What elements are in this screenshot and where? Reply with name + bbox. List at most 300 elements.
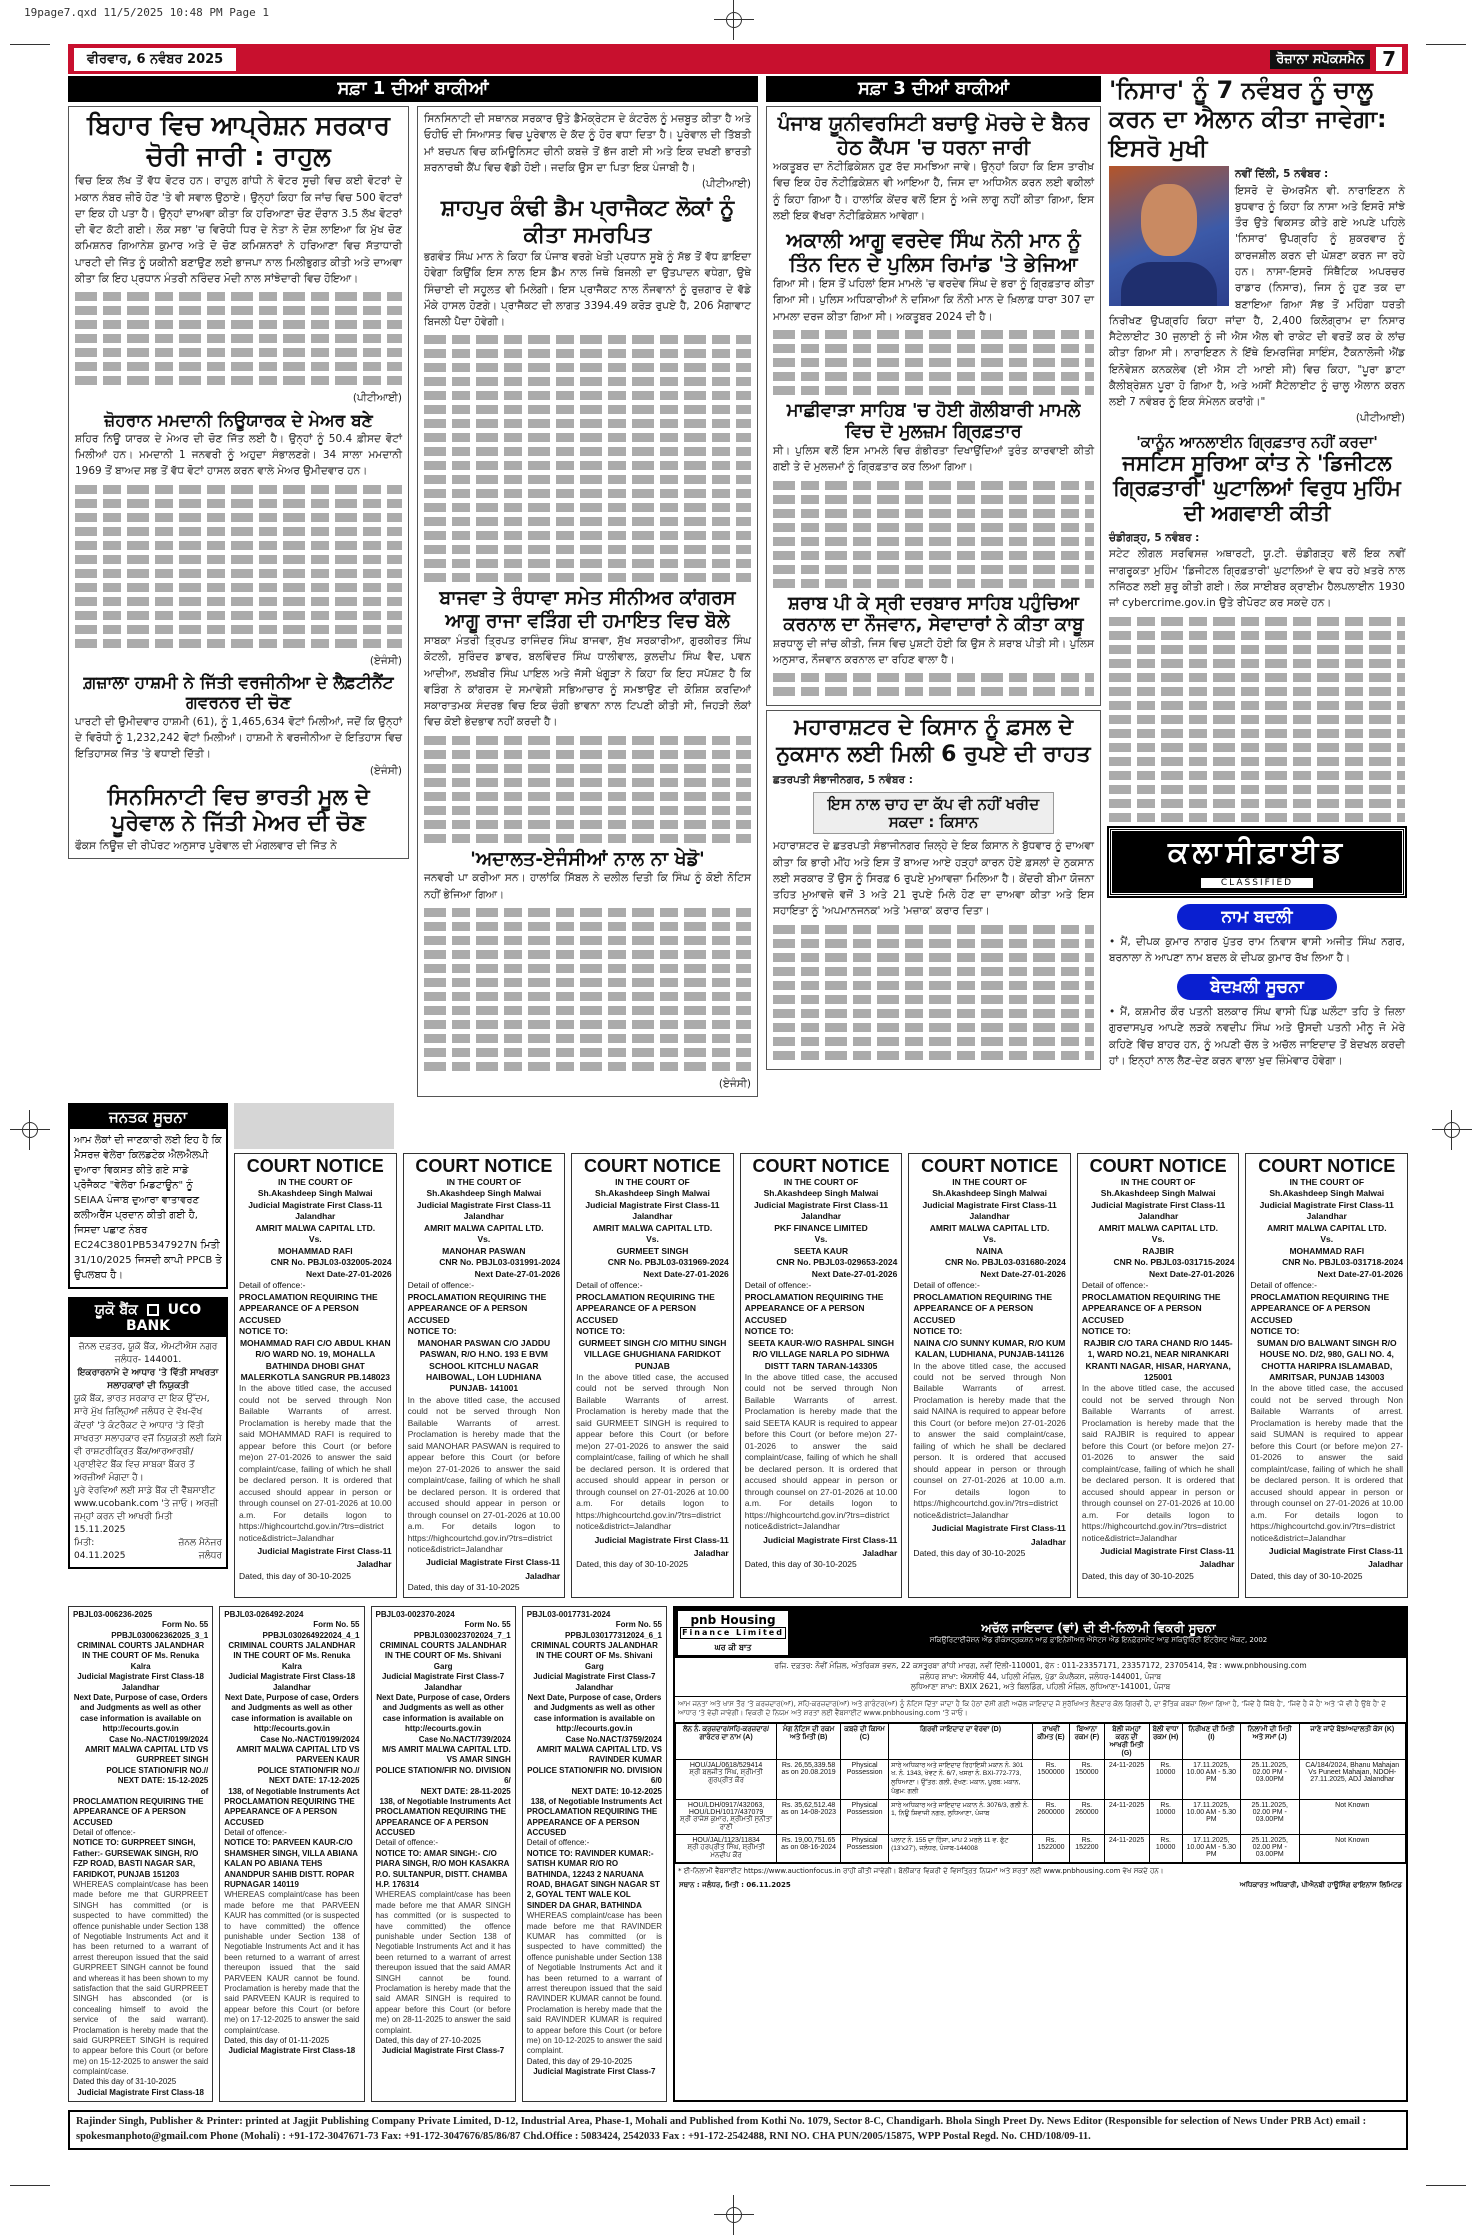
pnb-title: ਅਚੱਲ ਜਾਇਦਾਦ (ਵਾਂ) ਦੀ ਈ-ਨਿਲਾਮੀ ਵਿਕਰੀ ਸੂਚਨਾ	[981, 1620, 1216, 1635]
notice-body: In the above titled case, the accused could not be served through Non Bailable Warrants of arrest. Proclamation is hereby made that the said NAINA is required to appear before this Court (or before me)on 27-01-2026 to answer the said complaint/case, failing of which he shall be declared person. It is ordered that accused should appear in person or through counsel on 27-01-2026 at 10.00 a.m. For details logon to https://highcourtchd.gov.in/?trs=district notice&district=Jalandhar	[913, 1360, 1066, 1520]
notice-to-label: NOTICE TO:	[744, 1326, 794, 1337]
uco-address: ਜ਼ੋਨਲ ਦਫ਼ਤਰ, ਯੂਕੋ ਬੈਂਕ, ਐਮਟੀਐਸ ਨਗਰ ਜਲੰਧਰ- 144001.	[78, 1342, 218, 1366]
criminal-notice	[68, 1606, 213, 2102]
notice-to: GURMEET SINGH C/O MITHU SINGH VILLAGE GHUGHIANA FARIDKOT PUNJAB	[578, 1337, 727, 1371]
court-notice-list	[234, 1153, 1408, 1598]
court-place: Jalandhar	[121, 1682, 160, 1692]
newspaper-page	[68, 44, 1408, 2150]
article-body: ਸ਼ਰਧਾਲੂ ਦੀ ਜਾਂਚ ਕੀਤੀ, ਜਿਸ ਵਿਚ ਪੁਸ਼ਟੀ ਹੋਈ ਕਿ ਉਸ ਨੇ ਸ਼ਰਾਬ ਪੀਤੀ ਸੀ। ਪੁਲਿਸ ਅਨੁਸਾਰ, ਨੌਜਵਾਨ ਕਰਨਾਲ ਦਾ ਰਹਿਣ ਵਾਲਾ ਹੈ।	[773, 637, 1094, 667]
pnb-logo	[678, 1611, 788, 1655]
form-no: Form No. 55 PPBJL030023702024_7_1	[413, 1620, 511, 1640]
notice-title: COURT NOTICE	[415, 1156, 553, 1177]
encumbrance-cell: Not Known	[1299, 1834, 1405, 1862]
court-notice	[740, 1153, 903, 1598]
article-body: ਅਕਤੂਬਰ ਦਾ ਨੋਟੀਫ਼ਿਕੇਸ਼ਨ ਹੁਣ ਰੱਦ ਸਮਝਿਆ ਜਾਵੇ। ਉਨ੍ਹਾਂ ਕਿਹਾ ਕਿ ਇਸ ਤਾਰੀਖ਼ ਵਿਚ ਇਕ ਹੋਰ ਨੋਟੀਫ਼ਿਕੇਸ਼ਨ ਵੀ ਆਇਆ ਹੈ, ਜਿਸ ਦਾ ਅਧਿਐਨ ਕਰਨ ਲਈ ਵਕੀਲਾਂ ਨੂੰ ਕਿਹਾ ਗਿਆ ਹੈ। ਹਾਲਾਂਕਿ ਕੇਂਦਰ ਵਲੋਂ ਇਸ ਨੂੰ ਅਜੇ ਲਾਗੂ ਨਹੀਂ ਕੀਤਾ ਗਿਆ, ਇਸ ਲਈ ਇਕ ਵੱਖਰਾ ਨੋਟੀਫ਼ਿਕੇਸ਼ਨ ਆਵੇਗਾ।	[773, 161, 1094, 222]
sign-place: Jaladhar	[1030, 1536, 1066, 1547]
table-header: ਬਿਆਨਾ ਰਕਮ (F)	[1070, 1723, 1105, 1759]
headline: ਮਾਛੀਵਾੜਾ ਸਾਹਿਬ 'ਚ ਹੋਈ ਗੋਲੀਬਾਰੀ ਮਾਮਲੇ ਵਿਚ ਦੋ ਮੁਲਜ਼ਮ ਗ੍ਰਿਫ਼ਤਾਰ	[786, 399, 1081, 443]
defendant: MOHAMMAD RAFI	[1289, 1245, 1365, 1256]
article-body: ਪਾਰਟੀ ਦੀ ਉਮੀਦਵਾਰ ਹਾਸ਼ਮੀ (61), ਨੂੰ 1,465,634 ਵੋਟਾਂ ਮਿਲੀਆਂ, ਜਦੋਂ ਕਿ ਉਨ੍ਹਾਂ ਦੇ ਵਿਰੋਧੀ ਨੂੰ 1,232,242 ਵੋਟਾਂ ਮਿਲੀਆਂ। ਹਾਸ਼ਮੀ ਨੇ ਵਰਜੀਨੀਆ ਦੇ ਇਤਿਹਾਸ ਵਿਚ ਇਤਿਹਾਸਕ ਜਿੱਤ 'ਤੇ ਵਧਾਈ ਦਿੱਤੀ।	[75, 715, 402, 761]
trim-mark	[10, 2185, 50, 2186]
notice-to: MOHAMMAD RAFI C/O ABDUL KHAN R/O WARD NO. 19, MOHALLA BATHINDA DHOBI GHAT MALERKOTLA SANGRUR PB.148023	[239, 1337, 391, 1382]
table-row	[676, 1834, 1406, 1862]
right-column	[1109, 76, 1405, 1097]
form-no: Form No. 55 PPBJL030177312024_6_1	[565, 1620, 662, 1640]
offence: PROCLAMATION REQUIRING THE APPEARANCE OF A PERSON ACCUSED	[913, 1291, 1052, 1325]
inspection-cell: 17.11.2025, 10.00 AM - 5.30 PM	[1182, 1834, 1240, 1862]
notice-to: NOTICE TO: GURPREET SINGH, Father:- GURSEWAK SINGH, R/O FZP ROAD, BASTI NAGAR SAR, FARIDKOT, PUNJAB 151203	[73, 1838, 199, 1879]
uco-bank-ad	[68, 1297, 228, 1569]
dated: Dated, this day of 01-11-2025	[224, 2035, 330, 2045]
signatory: Judicial Magistrate First Class-18	[228, 2046, 356, 2056]
property-cell: ਪਲਾਟ ਨੰ. 155 ਦਾ ਹਿੱਸਾ, ਮਾਪ 2 ਮਰਲੇ 11 ਵ. ਫੁੱਟ (13'x27'), ਜਲੰਧਰ, ਪੰਜਾਬ-144008	[889, 1834, 1033, 1862]
cnr-number: CNR No. PBJL03-031991-2024	[439, 1257, 561, 1268]
parties: AMRIT MALWA CAPITAL LTD. VS RAVINDER KUMAR	[536, 1744, 662, 1765]
dateline: ਨਵੀਂ ਦਿੱਲੀ, 5 ਨਵੰਬਰ :	[1235, 168, 1329, 181]
headline: ਸ਼ਾਹਪੁਰ ਕੰਢੀ ਡੈਮ ਪ੍ਰਾਜੈਕਟ ਲੋਕਾਂ ਨੂੰ ਕੀਤਾ ਸਮਰਪਿਤ	[440, 196, 735, 248]
defendant: MOHAMMAD RAFI	[277, 1245, 353, 1256]
credit: (ਏਜੰਸੀ)	[369, 654, 402, 667]
classified-title: ਕਲਾਸੀਫ਼ਾਈਡ	[1168, 834, 1346, 870]
court-label: IN THE COURT OF	[615, 1177, 690, 1188]
notice-body: WHEREAS complaint/case has been made before me that RAVINDER KUMAR has committed (or is suspected to have committed) the offence punishable under Section 138 of Negotiable Instruments Act and it has been returned to a warrant of arrest thereupon issued that the said RAVINDER KUMAR cannot be found. Proclamation is hereby made that the said RAVINDER KUMAR is required to appear before this Court (or before me) on 10-12-2025 to answer the said complaint.	[526, 1911, 662, 2056]
court-label: IN THE COURT OF	[952, 1177, 1027, 1188]
credit: (ਪੀਟੀਆਈ)	[352, 392, 402, 405]
article-body: ਸੀ। ਪੁਲਿਸ ਵਲੋਂ ਇਸ ਮਾਮਲੇ ਵਿਚ ਗੰਭੀਰਤਾ ਦਿਖਾਉਂਦਿਆਂ ਤੁਰੰਤ ਕਾਰਵਾਈ ਕੀਤੀ ਗਈ ਤੇ ਦੋ ਮੁਲਜ਼ਮਾਂ ਨੂੰ ਗ੍ਰਿਫ਼ਤਾਰ ਕਰ ਲਿਆ ਗਿਆ।	[773, 445, 1094, 474]
notice-title: COURT NOTICE	[1258, 1156, 1396, 1177]
uco-brand: UCO BANK	[125, 1302, 202, 1335]
designation: Judicial Magistrate First Class-11	[1259, 1199, 1394, 1210]
plaintiff: AMRIT MALWA CAPITAL LTD.	[592, 1222, 713, 1233]
cnr-number: CNR No. PBJL03-032005-2024	[270, 1257, 392, 1268]
notice-to: NOTICE TO: AMAR SINGH:- C/O PIARA SINGH, R/O MOH KASAKRA P.O. SULTANPUR, DISTT. CHAMBA H.P. 176314	[375, 1848, 510, 1890]
loan-number: HOU/LDH/0917/432063, HOU/LDH/1017/437079	[687, 1801, 765, 1816]
dated: Dated, this day of 30-10-2025	[576, 1559, 689, 1570]
plaintiff: AMRIT MALWA CAPITAL LTD.	[424, 1222, 544, 1233]
court-notice	[403, 1153, 566, 1598]
sign-place: Jaladhar	[862, 1548, 898, 1559]
next-date: Next Date-27-01-2026	[1148, 1268, 1235, 1279]
auction-cell: 25.11.2025, 02.00 PM - 03.00PM	[1240, 1759, 1299, 1799]
notice-title: COURT NOTICE	[246, 1156, 384, 1177]
cnr-number: CNR No. PBJL03-031718-2024	[1282, 1257, 1404, 1268]
offence-label: Detail of offence:-	[224, 1828, 287, 1838]
notice-title: COURT NOTICE	[921, 1156, 1059, 1177]
table-header: ਨਿਰੀਖਣ ਦੀ ਮਿਤੀ (I)	[1182, 1723, 1240, 1759]
police-station: POLICE STATION/FIR NO.//	[106, 1765, 209, 1775]
table-header: ਕਬਜ਼ੇ ਦੀ ਕਿਸਮ (C)	[841, 1723, 889, 1759]
case-no: Case No.NACT/3759/2024	[565, 1734, 662, 1744]
notice-body: In the above titled case, the accused could not be served through Non Bailable Warrants of arrest. Proclamation is hereby made that the said SUMAN is required to appear before this Court (or before me)on 27-01-2026 to answer the said complaint/case, failing of which he shall be declared person. It is ordered that accused should appear in person or through counsel on 27-01-2026 at 10.00 a.m. For details logon to https://highcourtchd.gov.in/?trs=district notice&district=Jalandhar	[1250, 1383, 1404, 1543]
court-place: Jalandhar	[1138, 1211, 1179, 1222]
last-date-cell: 24-11-2025	[1104, 1799, 1149, 1834]
loan-number: HOU/JAL/1123/11834	[692, 1836, 760, 1844]
next-date: Next Date-27-01-2026	[811, 1268, 898, 1279]
court-notice	[1245, 1153, 1408, 1598]
inspection-cell: 17.11.2025, 10.00 AM - 5.30 PM	[1182, 1799, 1240, 1834]
notice-body: In the above titled case, the accused could not be served through Non Bailable Warrants of arrest. Proclamation is hereby made that the said MOHAMMAD RAFI is required to appear before this Court (or before me)on 27-01-2026 to answer the said complaint/case, failing of which he shall be declared person. It is ordered that accused should appear in person or through counsel on 27-01-2026 at 10.00 a.m. For details logon to https://highcourtchd.gov.in/?trs=district notice&district=Jalandhar	[239, 1383, 392, 1543]
offence-label: Detail of offence:-	[1250, 1280, 1317, 1291]
criminal-notice	[371, 1606, 516, 2102]
offence-label: Detail of offence:-	[1081, 1280, 1149, 1291]
offence-label: Detail of offence:-	[526, 1838, 590, 1848]
article-body: ਇਸਰੋ ਦੇ ਚੇਅਰਮੈਨ ਵੀ. ਨਾਰਾਇਣਨ ਨੇ ਬੁਧਵਾਰ ਨੂੰ ਕਿਹਾ ਕਿ ਨਾਸਾ ਅਤੇ ਇਸਰੋ ਸਾਂਝੇ ਤੌਰ ਉਤੇ ਵਿਕਸਤ ਕੀਤੇ ਗਏ ਅਪਣੇ ਪਹਿਲੇ 'ਨਿਸਾਰ' ਉਪਗ੍ਰਹਿ ਨੂੰ ਸ਼ੁਕਰਵਾਰ ਨੂੰ ਕਾਰਜਸ਼ੀਲ ਕਰਨ ਦੀ ਘੋਸ਼ਣਾ ਕਰਨ ਜਾ ਰਹੇ ਹਨ। ਨਾਸਾ-ਇਸਰੋ ਸਿੰਥੈਟਿਕ ਅਪਰਚਰ ਰਾਡਾਰ (ਨਿਸਾਰ), ਜਿਸ ਨੂੰ ਹੁਣ ਤਕ ਦਾ ਬਣਾਇਆ ਗਿਆ ਸੱਭ ਤੋਂ ਮਹਿੰਗਾ ਧਰਤੀ ਨਿਰੀਖਣ ਉਪਗ੍ਰਹਿ ਕਿਹਾ ਜਾਂਦਾ ਹੈ, 2,400 ਕਿਲੋਗ੍ਰਾਮ ਦਾ ਨਿਸਾਰ ਸੈਟੇਲਾਈਟ 30 ਜੁਲਾਈ ਨੂੰ ਜੀ ਐਸ ਐਲ ਵੀ ਰਾਕੇਟ ਦੀ ਵਰਤੋਂ ਕਰ ਕੇ ਲਾਂਚ ਕੀਤਾ ਗਿਆ ਸੀ। ਨਾਰਾਇਣਨ ਨੇ ਇੱਥੇ ਇਮਰਜਿੰਗ ਸਾਇੰਸ, ਟੈਕਨਾਲੋਜੀ ਐਂਡ ਇਨੋਵੇਸ਼ਨ ਕਨਕਲੇਵ (ਈ ਐਸ ਟੀ ਆਈ ਸੀ) ਵਿਚ ਕਿਹਾ, "ਪੂਰਾ ਡਾਟਾ ਕੈਲੀਬ੍ਰੇਸ਼ਨ ਪੂਰਾ ਹੋ ਗਿਆ ਹੈ, ਅਤੇ ਅਸੀਂ ਸੈਟੇਲਾਈਟ ਨੂੰ ਚਾਲੂ ਐਲਾਨ ਕਰਨ ਲਈ 7 ਨਵੰਬਰ ਨੂੰ ਇਕ ਸੰਮੇਲਨ ਕਰਾਂਗੇ।"	[1109, 184, 1405, 409]
encumbrance-cell: Not Known	[1299, 1799, 1405, 1834]
offence-label: Detail of offence:-	[73, 1828, 136, 1838]
signatory: Judicial Magistrate First Class-11	[257, 1546, 392, 1557]
parties: M/S AMRIT MALWA CAPITAL LTD. VS AMAR SINGH	[382, 1744, 511, 1765]
pull-quote-text: ਇਸ ਨਾਲ ਚਾਹ ਦਾ ਕੱਪ ਵੀ ਨਹੀਂ ਖਰੀਦ ਸਕਦਾ : ਕਿਸਾਨ	[827, 795, 1040, 832]
possession-cell: Physical Possession	[841, 1834, 889, 1862]
demand-cell: Rs. 35,62,512.48 as on 14-08-2023	[777, 1799, 841, 1834]
headline: ਜ਼ੋਹਰਾਨ ਮਮਦਾਨੀ ਨਿਊਯਾਰਕ ਦੇ ਮੇਅਰ ਬਣੇ	[104, 410, 373, 431]
page1-continued-section	[68, 76, 758, 1097]
trim-mark	[1426, 44, 1466, 45]
signatory: Judicial Magistrate First Class-11	[425, 1557, 561, 1568]
case-ref: PBJL03-0017731-2024	[526, 1609, 611, 1619]
offence: PROCLAMATION REQUIRING THE APPEARANCE OF A PERSON ACCUSED	[239, 1291, 378, 1325]
article-bihar	[68, 106, 409, 859]
article-maharashtra	[766, 710, 1101, 1069]
next-date: NEXT DATE: 17-12-2025	[268, 1776, 360, 1786]
borrower: ਸ਼੍ਰੀ ਹਰਪ੍ਰੀਤ ਸਿੰਘ, ਸ਼੍ਰੀਮਤੀ ਮਨਦੀਪ ਕੌਰ	[687, 1843, 765, 1859]
notice-body: WHEREAS complaint/case has been made before me that GURPREET SINGH has committed (or is suspected to have committed) the offence punishable under Section 138 of Negotiable Instruments Act and it has been returned to a warrant of arrest thereupon issued that the said GURPREET SINGH cannot be found and whereas it has been shown to my satisfaction that the said GURPREET SINGH has absconded (or is concealing himself to avoid the service of the said warrant). Proclamation is hereby made that the said GURPREET SINGH is required to appear before this Court (or before me) on 15-12-2025 to answer the said complaint/case.	[73, 1880, 209, 2077]
left-notices	[68, 1103, 228, 1598]
offence-label: Detail of offence:-	[576, 1280, 643, 1291]
dated: Dated, this day of 29-10-2025	[526, 2056, 633, 2066]
offence: PROCLAMATION REQUIRING THE APPEARANCE OF A PERSON ACCUSED	[1081, 1291, 1221, 1325]
notice-to-label: NOTICE TO:	[576, 1326, 626, 1337]
notice-to: NOTICE TO: PARVEEN KAUR-C/O SHAMSHER SINGH, VILLA ABIANA KALAN PO ABIANA TEHS ANANDPUR SAHIB DISTT. ROPAR RUPNAGAR 140119	[224, 1838, 358, 1890]
dateline: ਚੰਡੀਗੜ੍ਹ, 5 ਨਵੰਬਰ :	[1109, 532, 1200, 545]
next-date: Next Date-27-01-2026	[1317, 1268, 1404, 1279]
offence: PROCLAMATION REQUIRING THE APPEARANCE OF A PERSON ACCUSED	[1250, 1291, 1390, 1325]
case-no: Case No.-NACT/0199/2024	[109, 1734, 209, 1744]
notice-body: In the above titled case, the accused could not be served through Non Bailable Warrants of arrest. Proclamation is hereby made that the said GURMEET SINGH is required to appear before this Court (or before me)on 27-01-2026 to answer the said complaint/case, failing of which he shall be declared person. It is ordered that accused should appear in person or through counsel on 27-01-2026 at 10.00 a.m. For details logon to https://highcourtchd.gov.in/?trs=district notice&district=Jalandhar	[576, 1371, 729, 1532]
court-place: Jalandhar	[969, 1211, 1010, 1222]
blank-ad-space	[234, 1103, 394, 1149]
sign-place: Jaladhar	[1368, 1559, 1404, 1570]
court-place: Jalandhar	[463, 1211, 504, 1222]
loan-cell	[676, 1834, 777, 1862]
info: Next Date, Purpose of case, Orders and Judgments as well as other case information is available on http://ecourts.gov.in	[376, 1693, 511, 1734]
defendant: SEETA KAUR	[793, 1245, 849, 1256]
table-header: ਮੰਗ ਨੋਟਿਸ ਦੀ ਰਕਮ ਅਤੇ ਮਿਤੀ (B)	[777, 1723, 841, 1759]
notice-to: MANOHAR PASWAN C/O JADDU PASWAN, R/O H.NO. 193 E BVM SCHOOL KITCHLU NAGAR HAIBOWAL, LOH LUDHIANA PUNJAB- 141001	[417, 1337, 551, 1394]
judge-name: Sh.Akashdeep Singh Malwai	[1269, 1188, 1385, 1199]
credit: (ਏਜੰਸੀ)	[369, 764, 402, 777]
court: IN THE COURT OF Ms. Shivani Garg	[384, 1651, 502, 1671]
court: IN THE COURT OF Ms. Renuka Kalra	[82, 1651, 200, 1671]
table-header: ਲੋਨ ਨੰ. ਕਰਜ਼ਦਾਰ/ਸਹਿ-ਕਰਜ਼ਦਾਰ/ਗਾਰੰਟਰ ਦਾ ਨਾਮ (A)	[676, 1723, 777, 1759]
sign-place: Jaladhar	[525, 1570, 561, 1581]
notice-to: SUMAN D/O BALWANT SINGH R/O HOUSE NO. D/2, 980, GALI NO. 4, CHOTTA HARIPRA ISLAMABAD, AMRITSAR, PUNJAB 143003	[1256, 1337, 1397, 1382]
headline: ਬਿਹਾਰ ਵਿਚ ਆਪ੍ਰੇਸ਼ਨ ਸਰਕਾਰ ਚੋਰੀ ਜਾਰੀ : ਰਾਹੁਲ	[87, 111, 390, 173]
signatory: Judicial Magistrate First Class-7	[533, 2067, 656, 2077]
headline: ਜਸਟਿਸ ਸੂਰਿਆ ਕਾਂਤ ਨੇ 'ਡਿਜੀਟਲ ਗ੍ਰਿਫ਼ਤਾਰੀ' ਘੁਟਾਲਿਆਂ ਵਿਰੁਧ ਮੁਹਿੰਮ ਦੀ ਅਗਵਾਈ ਕੀਤੀ	[1113, 450, 1401, 526]
table-header: ਨਿਲਾਮੀ ਦੀ ਮਿਤੀ ਅਤੇ ਸਮਾਂ (J)	[1240, 1723, 1299, 1759]
public-notice-title: ਜਨਤਕ ਸੂਚਨਾ	[70, 1105, 226, 1129]
auction-cell: 25.11.2025, 02.00 PM - 03.00PM	[1240, 1799, 1299, 1834]
article-shahpur	[417, 106, 758, 1097]
notice-to-label: NOTICE TO:	[239, 1326, 288, 1337]
notice-title: COURT NOTICE	[583, 1156, 721, 1177]
headline: 'ਨਿਸਾਰ' ਨੂੰ 7 ਨਵੰਬਰ ਨੂੰ ਚਾਲੂ ਕਰਨ ਦਾ ਐਲਾਨ ਕੀਤਾ ਜਾਵੇਗਾ: ਇਸਰੋ ਮੁਖੀ	[1109, 76, 1387, 162]
increment-cell: Rs. 10000	[1149, 1759, 1182, 1799]
pnb-branch-ludhiana: ਲੁਧਿਆਣਾ ਸ਼ਾਖਾ: BXIX 2621, ਅਤੇ ਬਿਲਡਿੰਗ, ਪਹਿਲੀ ਮੰਜ਼ਿਲ, ਲੁਧਿਆਣਾ-141001, ਪੰਜਾਬ	[910, 1682, 1171, 1692]
auction-table	[675, 1723, 1406, 1863]
court-notice-area	[234, 1103, 1408, 1598]
court-place: Jalandhar	[295, 1211, 336, 1222]
plaintiff: AMRIT MALWA CAPITAL LTD.	[1266, 1222, 1387, 1233]
registration-mark-icon	[1432, 1110, 1472, 1150]
issue-date: ਵੀਰਵਾਰ, 6 ਨਵੰਬਰ 2025	[74, 48, 236, 71]
next-date: Next Date-27-01-2026	[643, 1268, 729, 1279]
dated: Dated, this day of 30-10-2025	[744, 1559, 857, 1570]
property-cell: ਸਾਰੇ ਅਧਿਕਾਰ ਅਤੇ ਜਾਇਦਾਦ ਮਕਾਨ ਨੰ. 3076/3, ਗਲੀ ਨੰ. 1, ਨਿਊ ਸ਼ਿਵਾਜੀ ਨਗਰ, ਲੁਧਿਆਣਾ, ਪੰਜਾਬ	[889, 1799, 1033, 1834]
proclamation: PROCLAMATION REQUIRING THE APPEARANCE OF A PERSON ACCUSED	[73, 1796, 204, 1827]
case-no: Case No.NACT/739/2024	[418, 1734, 511, 1744]
page-number: 7	[1376, 47, 1402, 71]
sign-place: Jaladhar	[1199, 1559, 1235, 1570]
judge-name: Sh.Akashdeep Singh Malwai	[595, 1188, 710, 1199]
notice-to-label: NOTICE TO:	[1250, 1326, 1300, 1337]
judge-name: Sh.Akashdeep Singh Malwai	[763, 1188, 879, 1199]
form-no: Form No. 55 PPBJL030062362025_3_1	[111, 1620, 209, 1640]
offence-label: Detail of offence:-	[375, 1838, 439, 1848]
uco-text: ਯੂਕੋ ਬੈਂਕ, ਭਾਰਤ ਸਰਕਾਰ ਦਾ ਇਕ ਉੱਦਮ, ਸਾਰੇ ਮੁੱਖ ਜ਼ਿਲ੍ਹਿਆਂ ਜਲੰਧਰ ਦੇ ਵੱਖ-ਵੱਖ ਕੇਂਦਰਾਂ 'ਤੇ ਕੰਟਰੈਕਟ ਦੇ ਆਧਾਰ 'ਤੇ ਵਿੱਤੀ ਸਾਖਰਤਾ ਸਲਾਹਕਾਰ ਵਜੋਂ ਨਿਯੁਕਤੀ ਲਈ ਕਿਸੇ ਵੀ ਰਾਸ਼ਟਰੀਕ੍ਰਿਤ ਬੈਂਕ/ਆਰਆਰਬੀ/ਪ੍ਰਾਈਵੇਟ ਬੈਂਕ ਵਿਚ ਸਾਬਕਾ ਬੈਂਕਰ ਤੋਂ ਅਰਜ਼ੀਆਂ ਮੰਗਦਾ ਹੈ।	[74, 1394, 222, 1483]
sign-place: Jaladhar	[693, 1548, 729, 1559]
proclamation: PROCLAMATION REQUIRING THE APPEARANCE OF A PERSON ACCUSED	[224, 1796, 355, 1827]
notice-body: In the above titled case, the accused could not be served through Non Bailable Warrants of arrest. Proclamation is hereby made that the said SEETA KAUR is required to appear before this Court (or before me)on 27-01-2026 to answer the said complaint/case, failing of which he shall be declared person. It is ordered that accused should appear in person or through counsel on 27-01-2026 at 10.00 a.m. For details logon to https://highcourtchd.gov.in/?trs=district notice&district=Jalandhar	[744, 1371, 898, 1532]
notice-to-label: NOTICE TO:	[407, 1326, 457, 1337]
court-label: IN THE COURT OF	[277, 1177, 353, 1188]
article-digital-arrest	[1109, 433, 1405, 822]
reserve-cell: Rs. 1522000	[1032, 1834, 1069, 1862]
defendant: RAJBIR	[1142, 1245, 1174, 1256]
judge-name: Sh.Akashdeep Singh Malwai	[1100, 1188, 1216, 1199]
notice-title: COURT NOTICE	[752, 1156, 890, 1177]
plaintiff: AMRIT MALWA CAPITAL LTD.	[929, 1222, 1050, 1233]
uco-website: ਪੂਰੇ ਵੇਰਵਿਆਂ ਲਈ ਸਾਡੇ ਬੈਂਕ ਦੀ ਵੈੱਬਸਾਈਟ www.ucobank.com 'ਤੇ ਜਾਓ। ਅਰਜ਼ੀ ਜਮ੍ਹਾਂ ਕਰਨ ਦੀ ਆਖਰੀ ਮਿਤੀ 15.11.2025	[74, 1485, 219, 1535]
signatory: Judicial Magistrate First Class-11	[931, 1523, 1066, 1534]
isro-chief-photo	[1109, 166, 1229, 306]
credit: (ਪੀਟੀਆਈ)	[1355, 412, 1405, 425]
pnb-branch-jalandhar: ਜਲੰਧਰ ਸ਼ਾਖਾ: ਐਸਸੀਓ 44, ਪਹਿਲੀ ਮੰਜ਼ਿਲ, ਪੁੱਡਾ ਕੰਪਲੈਕਸ, ਜਲੰਧਰ-144001, ਪੰਜਾਬ	[919, 1671, 1162, 1681]
versus: Vs.	[308, 1234, 322, 1245]
defendant: MANOHAR PASWAN	[442, 1245, 526, 1256]
designation: Judicial Magistrate First Class-18	[228, 1672, 356, 1682]
versus: Vs.	[1320, 1234, 1334, 1245]
court-title: CRIMINAL COURTS JALANDHAR	[228, 1641, 356, 1651]
offence: PROCLAMATION REQUIRING THE APPEARANCE OF A PERSON ACCUSED	[407, 1291, 547, 1325]
police-station: POLICE STATION/FIR NO.//	[257, 1765, 360, 1775]
inspection-cell: 17.11.2025, 10.00 AM - 5.30 PM	[1182, 1759, 1240, 1799]
notice-to-label: NOTICE TO:	[913, 1326, 963, 1337]
pnb-logo-sub: Finance Limited	[680, 1627, 786, 1639]
court-place: Jalandhar	[800, 1211, 842, 1222]
info: Next Date, Purpose of case, Orders and Judgments as well as other case information is available on http://ecourts.gov.in	[527, 1693, 662, 1734]
court-notice	[234, 1153, 397, 1598]
article-body: ਸਾਬਕਾ ਮੰਤਰੀ ਤ੍ਰਿਪਤ ਰਾਜਿੰਦਰ ਸਿੰਘ ਬਾਜਵਾ, ਸੁੱਖ ਸਰਕਾਰੀਆ, ਗੁਰਕੀਰਤ ਸਿੰਘ ਕੋਟਲੀ, ਸੁਰਿੰਦਰ ਡਾਵਰ, ਬਲਵਿੰਦਰ ਸਿੰਘ ਧਾਲੀਵਾਲ, ਕੁਲਦੀਪ ਸਿੰਘ ਵੈਦ, ਪਵਨ ਆਦੀਆ, ਲਖਬੀਰ ਸਿੰਘ ਪਾਇਲ ਅਤੇ ਜੱਸੀ ਖੰਗੂੜਾ ਨੇ ਕਿਹਾ ਕਿ ਇਹ ਸਪੱਸ਼ਟ ਹੈ ਕਿ ਵੜਿੰਗ ਨੇ ਕਾਂਗਰਸ ਦੇ ਸਮਾਵੇਸ਼ੀ ਸਭਿਆਚਾਰ ਨੂੰ ਸਮਝਾਉਣ ਦੀ ਕੋਸ਼ਿਸ਼ ਕਰਦਿਆਂ ਸਕਾਰਾਤਮਕ ਸੰਦਰਭ ਵਿਚ ਇਕ ਚੰਗੀ ਭਾਵਨਾ ਨਾਲ ਟਿਪਣੀ ਕੀਤੀ ਸੀ, ਜਿਹੜੀ ਲੋਕਾਂ ਵਿਚ ਕੋਈ ਭੇਦਭਾਵ ਨਹੀਂ ਕਰਦੀ ਹੈ।	[424, 635, 751, 729]
registration-mark-icon	[10, 1110, 50, 1150]
court-label: IN THE COURT OF	[1289, 1177, 1365, 1188]
police-station: POLICE STATION/FIR NO. DIVISION 6/	[375, 1765, 511, 1786]
form-no: Form No. 55 PPBJL030264922024_4_1	[262, 1620, 360, 1640]
plaintiff: AMRIT MALWA CAPITAL LTD.	[255, 1222, 376, 1233]
case-ref: PBJL03-002370-2024	[375, 1609, 455, 1619]
page3-continued-section	[766, 76, 1101, 1097]
notice-to: RAJBIR C/O TARA CHAND R/O 1445-1, WARD NO.21, NEAR NIRANKARI KRANTI NAGAR, HISAR, HARYANA, 125001	[1083, 1337, 1233, 1382]
cnr-number: CNR No. PBJL03-031715-2024	[1113, 1257, 1235, 1268]
notice-body: WHEREAS complaint/case has been made before me that AMAR SINGH has committed (or is suspected to have committed) the offence punishable under Section 138 of Negotiable Instruments Act and it has been returned to a warrant of arrest thereupon issued that the said AMAR SINGH cannot be found. Proclamation is hereby made that the said AMAR SINGH is required to appear before this Court (or before me) on 28-11-2025 to answer the said complaint.	[375, 1890, 511, 2035]
signatory: Judicial Magistrate First Class-18	[77, 2087, 204, 2097]
headline: 'ਅਦਾਲਤ-ਏਜੰਸੀਆਂ ਨਾਲ ਨਾ ਖੇਡੋ'	[470, 847, 705, 870]
notice-title: COURT NOTICE	[1089, 1156, 1227, 1177]
increment-cell: Rs. 10000	[1149, 1799, 1182, 1834]
credit: (ਪੀਟੀਆਈ)	[701, 178, 751, 191]
dated: Dated this day of 31-10-2025	[73, 2077, 177, 2087]
designation: Judicial Magistrate First Class-11	[753, 1199, 889, 1210]
designation: Judicial Magistrate First Class-11	[585, 1199, 720, 1210]
court-notice	[908, 1153, 1071, 1598]
case-ref: PBJL03-026492-2024	[224, 1609, 304, 1619]
article-body: ਗਿਆ ਸੀ। ਇਸ ਤੋਂ ਪਹਿਲਾਂ ਇਸ ਮਾਮਲੇ 'ਚ ਵਰਦੇਵ ਸਿੰਘ ਦੇ ਭਰਾ ਨੂੰ ਗ੍ਰਿਫ਼ਤਾਰ ਕੀਤਾ ਗਿਆ ਸੀ। ਪੁਲਿਸ ਅਧਿਕਾਰੀਆਂ ਨੇ ਦਸਿਆ ਕਿ ਨੌਨੀ ਮਾਨ ਦੇ ਖ਼ਿਲਾਫ਼ ਧਾਰਾ 307 ਦਾ ਮਾਮਲਾ ਦਰਜ ਕੀਤਾ ਗਿਆ ਸੀ। ਅਕਤੂਬਰ 2024 ਦੀ ਹੈ।	[773, 278, 1094, 323]
designation: Judicial Magistrate First Class-11	[248, 1199, 383, 1210]
table-header: ਰਾਖਵੀਂ ਕੀਮਤ (E)	[1032, 1723, 1069, 1759]
credit: (ਏਜੰਸੀ)	[718, 1077, 751, 1090]
headline: ਸ਼ਰਾਬ ਪੀ ਕੇ ਸ੍ਰੀ ਦਰਬਾਰ ਸਾਹਿਬ ਪਹੁੰਚਿਆ ਕਰਨਾਲ ਦਾ ਨੌਜਵਾਨ, ਸੇਵਾਦਾਰਾਂ ਨੇ ਕੀਤਾ ਕਾਬੂ	[783, 592, 1084, 636]
borrower: ਸ਼੍ਰੀ ਬਲਜੀਤ ਸਿੰਘ, ਸ਼੍ਰੀਮਤੀ ਗੁਰਪ੍ਰੀਤ ਕੌਰ	[689, 1768, 763, 1784]
emd-cell: Rs. 260000	[1070, 1799, 1105, 1834]
pnb-housing-auction-notice	[673, 1606, 1408, 2102]
notice-body: WHEREAS complaint/case has been made before me that PARVEEN KAUR has committed (or is suspected to have committed) the offence punishable under Section 138 of Negotiable Instruments Act and it has been returned to a warrant of arrest thereupon issued that the said PARVEEN KAUR cannot be found. Proclamation is hereby made that the said PARVEEN KAUR is required to appear before this Court (or before me) on 17-12-2025 to answer the said complaint/case.	[224, 1890, 360, 2035]
headline: ਪੰਜਾਬ ਯੂਨੀਵਰਸਿਟੀ ਬਚਾਉ ਮੋਰਚੇ ਦੇ ਬੈਨਰ ਹੇਠ ਕੈਂਪਸ 'ਚ ਧਰਨਾ ਜਾਰੀ	[777, 111, 1090, 159]
dated: Dated, this day of 30-10-2025	[913, 1548, 1026, 1559]
auction-cell: 25.11.2025, 02.00 PM - 03.00PM	[1240, 1834, 1299, 1862]
next-date: NEXT DATE: 10-12-2025	[571, 1786, 662, 1796]
versus: Vs.	[814, 1234, 828, 1245]
offence-label: Detail of offence:-	[407, 1280, 475, 1291]
last-date-cell: 24-11-2025	[1104, 1834, 1149, 1862]
act: 138, of Negotiable Instruments Act	[228, 1786, 360, 1796]
court-place: Jalandhar	[575, 1682, 614, 1692]
court-label: IN THE COURT OF	[1120, 1177, 1196, 1188]
act: 138, of Negotiable Instruments Act	[530, 1796, 662, 1806]
bottom-row	[68, 1606, 1408, 2102]
parties: AMRIT MALWA CAPITAL LTD VS PARVEEN KAUR	[236, 1744, 360, 1765]
versus: Vs.	[646, 1234, 659, 1245]
info: Next Date, Purpose of case, Orders and Judgments as well as other case information is available on http://ecourts.gov.in	[73, 1693, 208, 1734]
court-place: Jalandhar	[632, 1211, 673, 1222]
reserve-cell: Rs. 2600000	[1032, 1799, 1069, 1834]
court-notice	[1077, 1153, 1240, 1598]
classified-subtitle: CLASSIFIED	[1201, 878, 1313, 888]
defendant: GURMEET SINGH	[616, 1245, 689, 1256]
case-no: Case No.-NACT/0199/2024	[260, 1734, 360, 1744]
uco-date-label: ਮਿਤੀ:	[74, 1537, 95, 1548]
name-change-label: ਨਾਮ ਬਦਲੀ	[1177, 904, 1337, 930]
uco-date: 04.11.2025	[74, 1550, 126, 1561]
classified-banner	[1109, 828, 1405, 896]
notice-to: NAINA C/O SUNNY KUMAR, R/O KUM KALAN, LUDHIANA, PUNJAB-141126	[913, 1337, 1066, 1360]
criminal-notice	[522, 1606, 667, 2102]
dated: Dated, this day of 31-10-2025	[407, 1582, 520, 1593]
encumbrance-cell: CA/184/2024, Bhanu Mahajan Vs Puneet Mahajan, NDOH-27.11.2025, ADJ Jalandhar	[1299, 1759, 1405, 1799]
versus: Vs.	[477, 1234, 491, 1245]
court-place: Jalandhar	[272, 1682, 311, 1692]
reserve-cell: Rs. 1500000	[1032, 1759, 1069, 1799]
section-header: ਸਫ਼ਾ 1 ਦੀਆਂ ਬਾਕੀਆਂ	[68, 76, 758, 102]
plaintiff: AMRIT MALWA CAPITAL LTD.	[1098, 1222, 1218, 1233]
pnb-footnote: * ਈ-ਨਿਲਾਮੀ ਵੈੱਬਸਾਈਟ https://www.auctionfocus.in ਰਾਹੀਂ ਕੀਤੀ ਜਾਵੇਗੀ। ਬੋਲੀਕਾਰ ਵਿਕਰੀ ਦੇ ਵਿਸਤ੍ਰਿਤ ਨਿਯਮਾਂ ਅਤੇ ਸ਼ਰਤਾਂ ਲਈ www.pnbhousing.com ਵੇਖ ਸਕਦੇ ਹਨ।	[675, 1863, 1406, 1879]
signatory: Judicial Magistrate First Class-11	[763, 1534, 898, 1545]
trim-mark	[1426, 2185, 1466, 2186]
pnb-place-date: ਸਥਾਨ : ਜਲੰਧਰ, ਮਿਤੀ : 06.11.2025	[679, 1881, 791, 1890]
case-ref: PBJL03-006236-2025	[73, 1609, 153, 1619]
notice-to-label: NOTICE TO:	[1081, 1326, 1131, 1337]
brand	[1270, 47, 1402, 71]
act: 138, of Negotiable Instruments Act	[379, 1796, 511, 1806]
judge-name: Sh.Akashdeep Singh Malwai	[257, 1188, 373, 1199]
emd-cell: Rs. 150000	[1070, 1759, 1105, 1799]
registration-mark-icon	[714, 0, 754, 40]
notice-body: In the above titled case, the accused could not be served through Non Bailable Warrants of arrest. Proclamation is hereby made that the said MANOHAR PASWAN is required to appear before this Court (or before me)on 27-01-2026 to answer the said complaint/case, failing of which he shall be declared person. It is ordered that accused should appear in person or through counsel on 27-01-2026 at 10.00 a.m. For details logon to https://highcourtchd.gov.in/?trs=district notice&district=Jalandhar	[407, 1394, 561, 1555]
court-place: Jalandhar	[424, 1682, 463, 1692]
table-header: ਬੋਲੀ ਵਾਧਾ ਰਕਮ (H)	[1149, 1723, 1182, 1759]
court: IN THE COURT OF Ms. Renuka Kalra	[233, 1651, 351, 1671]
designation: Judicial Magistrate First Class-7	[381, 1672, 505, 1682]
sign-place: Jaladhar	[356, 1559, 392, 1570]
court-place: Jalandhar	[1306, 1211, 1347, 1222]
possession-cell: Physical Possession	[841, 1799, 889, 1834]
possession-cell: Physical Possession	[841, 1759, 889, 1799]
table-row	[676, 1759, 1406, 1799]
offence: PROCLAMATION REQUIRING THE APPEARANCE OF A PERSON ACCUSED	[576, 1291, 715, 1325]
plaintiff: PKF FINANCE LIMITED	[774, 1222, 868, 1233]
last-date-cell: 24-11-2025	[1104, 1759, 1149, 1799]
article-pu-dharna	[766, 106, 1101, 706]
offence-label: Detail of offence:-	[913, 1280, 980, 1291]
article-body: ਜਨਵਰੀ ਪਾ ਕਰੀਆ ਸਨ। ਹਾਲਾਂਕਿ ਸਿੱਬਲ ਨੇ ਦਲੀਲ ਦਿਤੀ ਕਿ ਸਿੰਘ ਨੂੰ ਕੋਈ ਨੋਟਿਸ ਨਹੀਂ ਭੇਜਿਆ ਗਿਆ।	[424, 872, 751, 901]
next-date: Next Date-27-01-2026	[474, 1268, 561, 1279]
proclamation: PROCLAMATION REQUIRING THE APPEARANCE OF A PERSON ACCUSED	[375, 1807, 507, 1838]
offence-label: Detail of offence:-	[744, 1280, 812, 1291]
versus: Vs.	[983, 1234, 996, 1245]
court-title: CRIMINAL COURTS JALANDHAR	[77, 1641, 205, 1651]
table-header: ਗਿਰਵੀ ਜਾਇਦਾਦ ਦਾ ਵੇਰਵਾ (D)	[889, 1723, 1033, 1759]
article-body: ਸਿਨਸਿਨਾਟੀ ਦੀ ਸਥਾਨਕ ਸਰਕਾਰ ਉਤੇ ਡੈਮੋਕ੍ਰੇਟਸ ਦੇ ਕੰਟਰੋਲ ਨੂੰ ਮਜ਼ਬੂਤ ਕੀਤਾ ਹੈ ਅਤੇ ਓਹੀਓ ਦੀ ਸਿਆਸਤ ਵਿਚ ਪੂਰੇਵਾਲ ਦੇ ਕੱਦ ਨੂੰ ਹੋਰ ਵਧਾ ਦਿਤਾ ਹੈ। ਪੂਰੇਵਾਲ ਦੀ ਤਿੱਬਤੀ ਮਾਂ ਬਚਪਨ ਵਿਚ ਕਮਿਊਨਿਸਟ ਚੀਨੀ ਕਬਜ਼ੇ ਤੋਂ ਭੱਜ ਗਈ ਸੀ ਅਤੇ ਇਕ ਦਖਣੀ ਭਾਰਤੀ ਸ਼ਰਨਾਰਥੀ ਕੈਂਪ ਵਿਚ ਵੱਡੀ ਹੋਈ। ਜਦਕਿ ਉਸ ਦਾ ਪਿਤਾ ਇਕ ਪੰਜਾਬੀ ਹੈ।	[424, 113, 751, 174]
public-notice	[68, 1103, 228, 1289]
cnr-number: CNR No. PBJL03-031680-2024	[944, 1257, 1066, 1268]
article-body: ਭਗਵੰਤ ਸਿੰਘ ਮਾਨ ਨੇ ਕਿਹਾ ਕਿ ਪੰਜਾਬ ਵਰਗੇ ਖੇਤੀ ਪ੍ਰਧਾਨ ਸੂਬੇ ਨੂੰ ਸੱਭ ਤੋਂ ਵੱਧ ਫ਼ਾਇਦਾ ਹੋਵੇਗਾ ਕਿਉਂਕਿ ਇਸ ਨਾਲ ਇਸ ਡੈਮ ਨਾਲ ਜਿਥੇ ਬਿਜਲੀ ਦਾ ਉਤਪਾਦਨ ਵਧੇਗਾ, ਉਥੇ ਸਿੰਚਾਈ ਦੀ ਸਹੂਲਤ ਵੀ ਮਿਲੇਗੀ। ਇਸ ਪ੍ਰਾਜੈਕਟ ਨਾਲ ਨੌਜਵਾਨਾਂ ਨੂੰ ਰੁਜ਼ਗਾਰ ਦੇ ਵੱਡੇ ਮੌਕੇ ਹਾਸਲ ਹੋਣਗੇ। ਪ੍ਰਾਜੈਕਟ ਦੀ ਲਾਗਤ 3394.49 ਕਰੋੜ ਰੁਪਏ ਹੈ, 206 ਮੈਗਾਵਾਟ ਬਿਜਲੀ ਪੈਦਾ ਹੋਵੇਗੀ।	[424, 251, 751, 329]
court-title: CRIMINAL COURTS JALANDHAR	[530, 1641, 658, 1651]
uco-signatory: ਜ਼ੋਨਲ ਮੈਨੇਜਰ	[178, 1537, 222, 1548]
notice-body: In the above titled case, the accused could not be served through Non Bailable Warrants of arrest. Proclamation is hereby made that the said RAJBIR is required to appear before this Court (or before me)on 27-01-2026 to answer the said complaint/case, failing of which he shall be declared person. It is ordered that accused should appear in person or through counsel on 27-01-2026 at 10.00 a.m. For details logon to https://highcourtchd.gov.in/?trs=district notice&district=Jalandhar	[1081, 1383, 1235, 1543]
article-body: ਫੌਕਸ ਨਿਊਜ਼ ਦੀ ਰੀਪੋਰਟ ਅਨੁਸਾਰ ਪੂਰੇਵਾਲ ਦੀ ਮੰਗਲਵਾਰ ਦੀ ਜਿੱਤ ਨੇ	[75, 839, 337, 852]
judge-name: Sh.Akashdeep Singh Malwai	[426, 1188, 542, 1199]
dated: Dated, this day of 30-10-2025	[239, 1570, 351, 1581]
notice-to: NOTICE TO: RAVINDER KUMAR:- SATISH KUMAR R/O RO BATHINDA, 12243 2 NARUANA ROAD, BHAGAT SINGH NAGAR ST 2, GOYAL TENT WALE KOL SINDER DA GHAR, BATHINDA	[526, 1848, 660, 1910]
pnb-description: ਆਮ ਜਨਤਾ ਅਤੇ ਖਾਸ ਤੌਰ 'ਤੇ ਕਰਜ਼ਦਾਰ(ਆਂ), ਸਹਿ-ਕਰਜ਼ਦਾਰ(ਆਂ) ਅਤੇ ਗਾਰੰਟਰ(ਆਂ) ਨੂੰ ਨੋਟਿਸ ਦਿੱਤਾ ਜਾਂਦਾ ਹੈ ਕਿ ਹੇਠਾਂ ਦੱਸੀ ਗਈ ਅਚੱਲ ਜਾਇਦਾਦ ਜੋ ਸੁਰੱਖਿਅਤ ਲੈਣਦਾਰ ਕੋਲ ਗਿਰਵੀ ਹੈ, ਦਾ ਭੌਤਿਕ ਕਬਜ਼ਾ ਲਿਆ ਗਿਆ ਹੈ, 'ਜਿਵੇਂ ਹੈ ਜਿੱਥੇ ਹੈ', 'ਜਿਵੇਂ ਹੈ ਜੋ ਹੈ' ਅਤੇ 'ਜੋ ਵੀ ਹੈ ਉਥੇ ਹੈ' ਦੇ ਆਧਾਰ 'ਤੇ ਵੇਚੀ ਜਾਵੇਗੀ। ਵਿਕਰੀ ਦੇ ਨਿਯਮ ਅਤੇ ਸ਼ਰਤਾਂ ਲਈ ਵੈੱਬਸਾਈਟ www.pnbhousing.com 'ਤੇ ਜਾਓ।	[675, 1697, 1406, 1723]
demand-cell: Rs. 19,00,751.65 as on 08-16-2024	[777, 1834, 841, 1862]
print-slug: 19page7.qxd 11/5/2025 10:48 PM Page 1	[24, 6, 270, 19]
table-header: ਜਾਣੇ ਜਾਂਦੇ ਬੋਝ/ਅਦਾਲਤੀ ਕੇਸ (K)	[1299, 1723, 1405, 1759]
article-body: ਵਿਚ ਇਕ ਲੱਖ ਤੋਂ ਵੱਧ ਵੋਟਰ ਹਨ। ਰਾਹੁਲ ਗਾਂਧੀ ਨੇ ਵੋਟਰ ਸੂਚੀ ਵਿਚ ਕਈ ਵੋਟਰਾਂ ਦੇ ਮਕਾਨ ਨੰਬਰ ਜ਼ੀਰੋ ਹੋਣ 'ਤੇ ਵੀ ਸਵਾਲ ਉਠਾਏ। ਉਨ੍ਹਾਂ ਕਿਹਾ ਕਿ ਜਾਂਚ ਵਿਚ 500 ਵੋਟਰਾਂ ਦਾ ਇਕ ਹੀ ਪਤਾ ਹੈ। ਉਨ੍ਹਾਂ ਦਾਅਵਾ ਕੀਤਾ ਕਿ ਹਰਿਆਣਾ ਚੋਣ ਦੌਰਾਨ 3.5 ਲੱਖ ਵੋਟਰਾਂ ਦੀ ਵੋਟ ਕੱਟੀ ਗਈ। ਲੋਕ ਸਭਾ 'ਚ ਵਿਰੋਧੀ ਧਿਰ ਦੇ ਨੇਤਾ ਨੇ ਦੋਸ਼ ਲਾਇਆ ਕਿ ਮੁੱਖ ਚੋਣ ਕਮਿਸ਼ਨਰ ਗਿਆਨੇਸ਼ ਕੁਮਾਰ ਅਤੇ ਦੋ ਚੋਣ ਕਮਿਸ਼ਨਰਾਂ ਨੇ ਹਰਿਆਣਾ ਵਿਚ ਸੱਤਾਧਾਰੀ ਪਾਰਟੀ ਦੀ ਜਿੱਤ ਨੂੰ ਯਕੀਨੀ ਬਣਾਉਣ ਲਈ ਭਾਜਪਾ ਨਾਲ ਮਿਲੀਭੁਗਤ ਕੀਤੀ ਅਤੇ ਦਾਅਵਾ ਕੀਤਾ ਕਿ ਇਹ ਪ੍ਰਧਾਨ ਮੰਤਰੀ ਨਰਿੰਦਰ ਮੋਦੀ ਨਾਲ ਸਾਂਝੇਦਾਰੀ ਵਿਚ ਹੋਇਆ।	[75, 175, 402, 285]
court-label: IN THE COURT OF	[783, 1177, 859, 1188]
pnb-registered-office: ਰਜਿ. ਦਫ਼ਤਰ: ਨੌਵੀਂ ਮੰਜ਼ਿਲ, ਅੰਤਰਿਕਸ਼ ਭਵਨ, 22 ਕਸਤੂਰਬਾ ਗਾਂਧੀ ਮਾਰਗ, ਨਵੀਂ ਦਿੱਲੀ-110001, ਫੋਨ : 011-23357171, 23357172, 23705414, ਵੈੱਬ : www.pnbhousing.com	[774, 1661, 1307, 1671]
court-notice	[571, 1153, 734, 1598]
